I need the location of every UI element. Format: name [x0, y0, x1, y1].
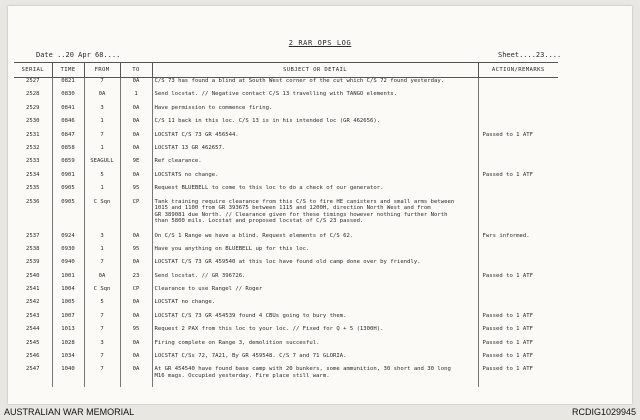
- to-cell: 0A: [120, 233, 152, 246]
- serial-cell: 2544: [14, 326, 52, 339]
- col-header-to: TO: [120, 63, 152, 78]
- from-cell: 1: [84, 246, 120, 259]
- serial-cell: 2542: [14, 299, 52, 312]
- serial-cell: 2537: [14, 233, 52, 246]
- from-cell: 7: [84, 259, 120, 272]
- action-cell: Passed to 1 ATF: [482, 272, 534, 279]
- subject-cell: Clearance to use Rangel // Roger: [152, 286, 478, 299]
- subject-cell: Have permission to commence firing.: [152, 105, 478, 118]
- time-cell: 1007: [52, 313, 84, 326]
- log-row: [14, 259, 558, 272]
- to-cell: 0A: [120, 299, 152, 312]
- serial-cell: 2531: [14, 132, 52, 145]
- from-cell: 7: [84, 353, 120, 366]
- log-row: [14, 353, 558, 366]
- to-cell: 0A: [120, 105, 152, 118]
- time-cell: 1001: [52, 273, 84, 286]
- action-cell: Passed to 1 ATF: [482, 131, 534, 138]
- log-row: [14, 78, 558, 92]
- time-cell: 0858: [52, 145, 84, 158]
- to-cell: CP: [120, 286, 152, 299]
- log-sheet: [8, 6, 632, 404]
- to-cell: 0A: [120, 118, 152, 131]
- serial-cell: 2530: [14, 118, 52, 131]
- subject-cell: Send locstat. // GR 396726.: [152, 273, 478, 286]
- time-cell: 1005: [52, 299, 84, 312]
- to-cell: 0A: [120, 313, 152, 326]
- col-header-subject: SUBJECT OR DETAIL: [152, 63, 478, 78]
- time-cell: 1013: [52, 326, 84, 339]
- to-cell: 95: [120, 246, 152, 259]
- action-cell: [478, 299, 558, 312]
- footer-source: AUSTRALIAN WAR MEMORIAL: [4, 407, 135, 417]
- to-cell: 0A: [120, 172, 152, 185]
- action-cell: [478, 145, 558, 158]
- log-row: [14, 340, 558, 353]
- serial-cell: 2538: [14, 246, 52, 259]
- from-cell: 3: [84, 105, 120, 118]
- action-cell: [478, 91, 558, 104]
- action-cell: [478, 185, 558, 198]
- subject-cell: Send locstat. // Negative contact C/S 13 travelling with TANGO elements.: [152, 91, 478, 104]
- from-cell: 1: [84, 118, 120, 131]
- log-row: [14, 145, 558, 158]
- subject-cell: LOCSTAT C/Ss 72, 7A21, By GR 459548. C/S 7 and 71 GLORIA.: [152, 353, 478, 366]
- to-cell: 0A: [120, 259, 152, 272]
- action-cell: [478, 199, 558, 233]
- action-cell: [478, 78, 558, 92]
- action-cell: Passed to 1 ATF: [482, 339, 534, 346]
- to-cell: 95: [120, 326, 152, 339]
- date-line: Date ..20 Apr 68....: [36, 51, 121, 59]
- action-cell: Passed to 1 ATF: [482, 326, 534, 333]
- log-row: [14, 233, 558, 246]
- from-cell: 7: [84, 78, 120, 92]
- log-row: [14, 246, 558, 259]
- subject-cell: Ref clearance.: [152, 158, 478, 171]
- to-cell: 23: [120, 273, 152, 286]
- from-cell: 7: [84, 132, 120, 145]
- from-cell: 7: [84, 366, 120, 387]
- serial-cell: 2541: [14, 286, 52, 299]
- to-cell: 0A: [120, 78, 152, 92]
- action-cell: [478, 286, 558, 299]
- from-cell: C Sqn: [84, 199, 120, 233]
- log-row: [14, 158, 558, 171]
- time-cell: 0901: [52, 172, 84, 185]
- subject-cell: LOCSTAT C/S 73 GR 454539 found 4 CBUs going to bury them.: [152, 313, 478, 326]
- footer-id: RCDIG1029945: [571, 407, 636, 417]
- log-row: [14, 105, 558, 118]
- subject-cell: Request BLUEBELL to come to this loc to do a check of our generator.: [152, 185, 478, 198]
- subject-cell: Request 2 PAX from this loc to your loc. // Fixed for Q + 5 (1300H).: [152, 326, 478, 339]
- log-row: [14, 199, 558, 233]
- subject-cell: On C/S 1 Range we have a blind. Request elements of C/S 62.: [152, 233, 478, 246]
- col-header-time: TIME: [52, 63, 84, 78]
- time-cell: 0821: [52, 78, 84, 92]
- from-cell: 3: [84, 340, 120, 353]
- subject-cell: C/S 73 has found a blind at South West corner of the cut which C/S 72 found yesterday.: [152, 78, 478, 92]
- action-cell: Passed to 1 ATF: [482, 171, 534, 178]
- serial-cell: 2532: [14, 145, 52, 158]
- serial-cell: 2535: [14, 185, 52, 198]
- serial-cell: 2543: [14, 313, 52, 326]
- to-cell: 0A: [120, 353, 152, 366]
- to-cell: 95: [120, 185, 152, 198]
- to-cell: 0A: [120, 366, 152, 387]
- action-cell: [478, 259, 558, 272]
- log-row: [14, 273, 558, 286]
- log-row: [14, 366, 558, 387]
- to-cell: 0A: [120, 132, 152, 145]
- time-cell: 0930: [52, 246, 84, 259]
- log-row: [14, 299, 558, 312]
- time-cell: 0905: [52, 185, 84, 198]
- serial-cell: 2533: [14, 158, 52, 171]
- from-cell: SEAGULL: [84, 158, 120, 171]
- serial-cell: 2546: [14, 353, 52, 366]
- col-header-serial: SERIAL: [14, 63, 52, 78]
- log-row: [14, 132, 558, 145]
- from-cell: 1: [84, 185, 120, 198]
- serial-cell: 2527: [14, 78, 52, 92]
- subject-cell: LOCSTAT no change.: [152, 299, 478, 312]
- from-cell: 5: [84, 172, 120, 185]
- time-cell: 0940: [52, 259, 84, 272]
- subject-cell: Have you anything on BLUEBELL up for this loc.: [152, 246, 478, 259]
- action-cell: [478, 118, 558, 131]
- from-cell: 3: [84, 233, 120, 246]
- to-cell: 1: [120, 91, 152, 104]
- to-cell: 9E: [120, 158, 152, 171]
- time-cell: 1034: [52, 353, 84, 366]
- log-row: [14, 118, 558, 131]
- page-title: 2 RAR OPS LOG: [288, 39, 352, 47]
- time-cell: 1040: [52, 366, 84, 387]
- footer: [0, 405, 640, 420]
- serial-cell: 2529: [14, 105, 52, 118]
- action-cell: [478, 158, 558, 171]
- time-cell: 0924: [52, 233, 84, 246]
- subject-cell: LOCSTAT C/S 73 GR 459540 at this loc have found old camp done over by friendly.: [152, 259, 478, 272]
- subject-cell: C/S 11 back in this loc. C/S 13 is in his intended loc (GR 462656).: [152, 118, 478, 131]
- log-row: [14, 91, 558, 104]
- header-row: [14, 63, 558, 78]
- action-cell: Fwrs informed.: [482, 232, 530, 239]
- from-cell: 1: [84, 145, 120, 158]
- serial-cell: 2536: [14, 199, 52, 233]
- time-cell: 0846: [52, 118, 84, 131]
- from-cell: C Sqn: [84, 286, 120, 299]
- subject-cell: LOCSTAT 13 GR 462657.: [152, 145, 478, 158]
- from-cell: 0A: [84, 273, 120, 286]
- from-cell: 0A: [84, 91, 120, 104]
- time-cell: 0841: [52, 105, 84, 118]
- log-row: [14, 313, 558, 326]
- action-cell: [478, 105, 558, 118]
- action-cell: Passed to 1 ATF: [482, 312, 534, 319]
- time-cell: 0905: [52, 199, 84, 233]
- subject-cell: LOCSTAT C/S 73 GR 456544.: [152, 132, 478, 145]
- subject-cell: At GR 454540 have found base camp with 20 bunkers, some ammunition, 30 short and 30 long M16 mags. Occupied yesterday. Fire place still warm.: [152, 366, 478, 387]
- from-cell: 5: [84, 299, 120, 312]
- to-cell: CP: [120, 199, 152, 233]
- action-cell: Passed to 1 ATF: [482, 366, 534, 373]
- time-cell: 1004: [52, 286, 84, 299]
- subject-cell: Tank training require clearance from this C/S to fire HE canisters and small arms between 1015 and 1100 from GR 393675 between 1115 and 1200H, direction North West and from GR 389081 due North. // Clearance given for these timings however nothing further North than 5800 mils. Locstat and proposed locstat of C/S 23 passed.: [152, 199, 478, 233]
- serial-cell: 2545: [14, 340, 52, 353]
- time-cell: 0859: [52, 158, 84, 171]
- action-cell: Passed to 1 ATF: [482, 353, 534, 360]
- sheet-number: Sheet....23....: [498, 51, 562, 59]
- log-row: [14, 326, 558, 339]
- to-cell: 0A: [120, 145, 152, 158]
- time-cell: 1028: [52, 340, 84, 353]
- serial-cell: 2540: [14, 273, 52, 286]
- log-row: [14, 185, 558, 198]
- serial-cell: 2528: [14, 91, 52, 104]
- log-row: [14, 286, 558, 299]
- from-cell: 7: [84, 313, 120, 326]
- from-cell: 7: [84, 326, 120, 339]
- col-header-action: ACTION/REMARKS: [478, 63, 558, 78]
- subject-cell: LOCSTATS no change.: [152, 172, 478, 185]
- subject-cell: Firing complete on Range 3, demolition succesful.: [152, 340, 478, 353]
- time-cell: 0830: [52, 91, 84, 104]
- log-body: [14, 78, 558, 388]
- serial-cell: 2534: [14, 172, 52, 185]
- col-header-from: FROM: [84, 63, 120, 78]
- ops-log-table: [14, 62, 558, 387]
- to-cell: 0A: [120, 340, 152, 353]
- serial-cell: 2547: [14, 366, 52, 387]
- log-row: [14, 172, 558, 185]
- time-cell: 0847: [52, 132, 84, 145]
- serial-cell: 2539: [14, 259, 52, 272]
- action-cell: [478, 246, 558, 259]
